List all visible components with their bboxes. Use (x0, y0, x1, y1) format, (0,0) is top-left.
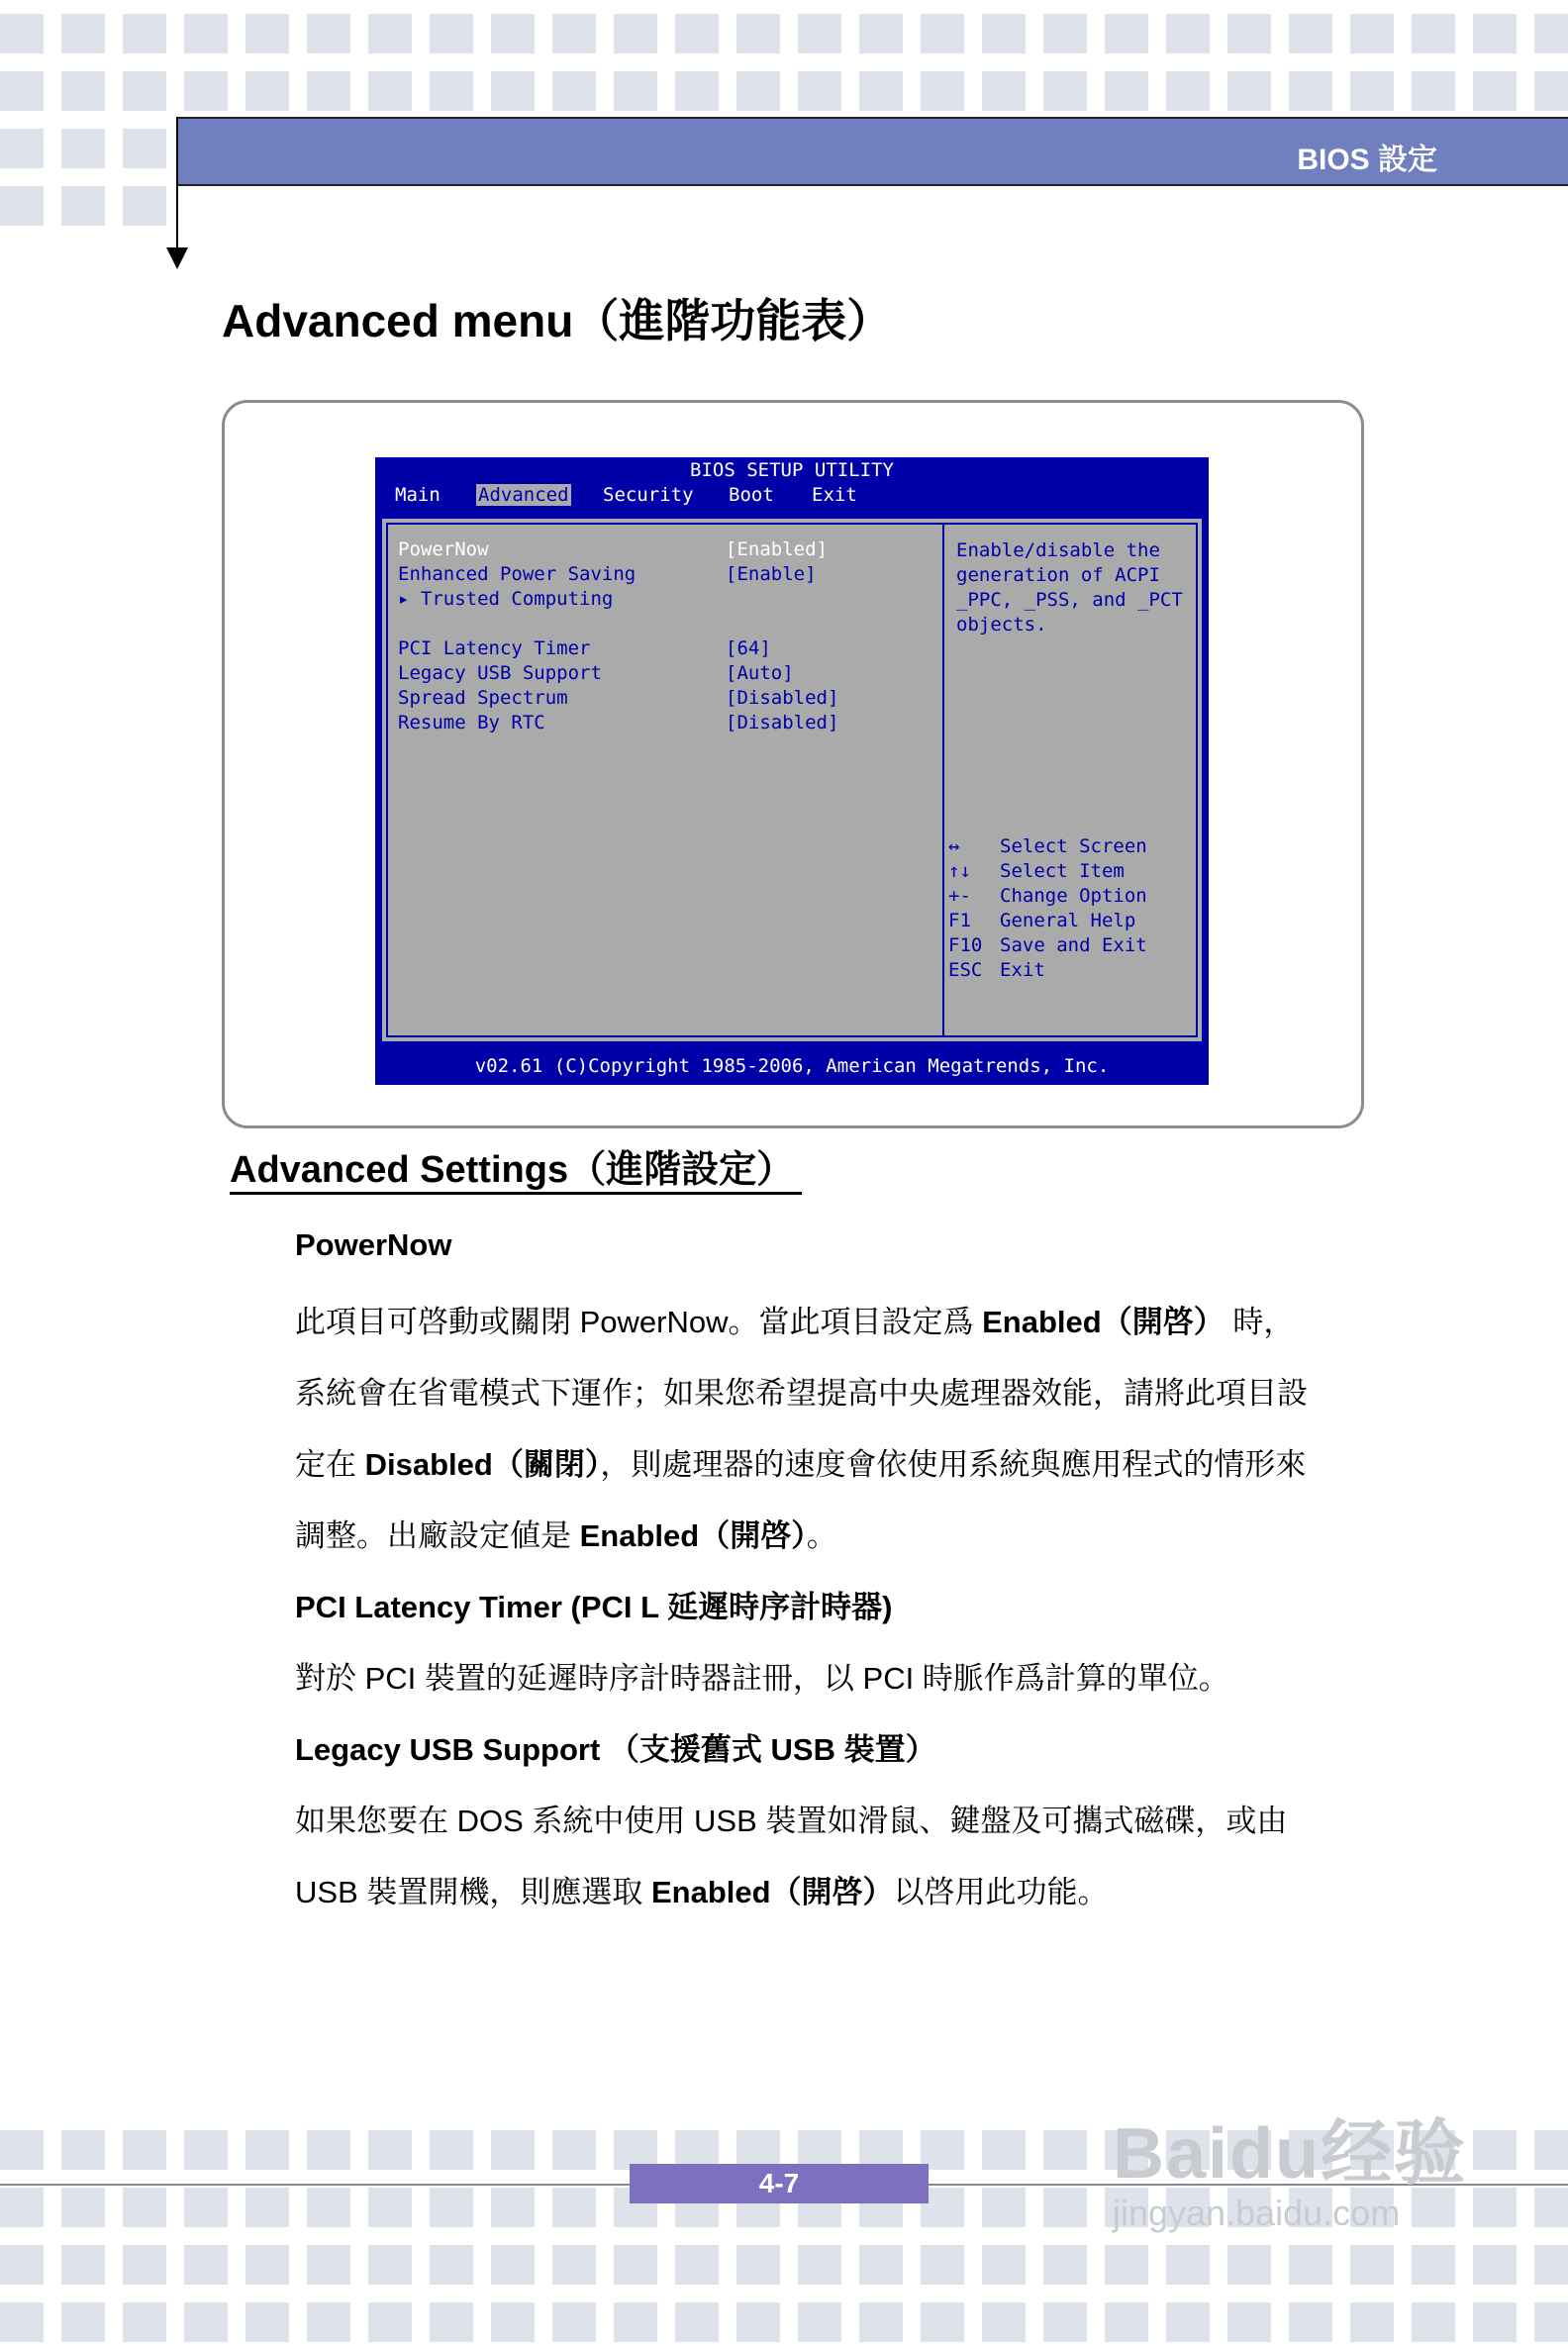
header-bar (176, 117, 1568, 186)
watermark-url: jingyan.baidu.com (1113, 2193, 1401, 2233)
heading-legacy-usb-support: Legacy USB Support （支援舊式 USB 裝置） (295, 1732, 936, 1767)
bios-item-trusted-computing[interactable]: ▸ Trusted Computing (398, 588, 614, 610)
bios-item-resume-by-rtc[interactable]: Resume By RTC (398, 712, 545, 733)
bios-key-desc: Change Option (1000, 885, 1147, 907)
heading-pci-latency-timer: PCI Latency Timer (PCI L 延遲時序計時器) (295, 1590, 893, 1624)
bios-key-desc: Select Item (1000, 860, 1125, 882)
pci-latency-line: 對於 PCI 裝置的延遲時序計時器註冊，以 PCI 時脈作爲計算的單位。 (295, 1661, 1229, 1696)
bios-key-desc: Save and Exit (1000, 934, 1147, 956)
bios-item-legacy-usb-support[interactable]: Legacy USB Support (398, 662, 602, 684)
bios-value-powernow[interactable]: [Enabled] (726, 538, 828, 560)
bios-key: F1 (948, 910, 971, 931)
watermark-logo: Baidu经验 (1113, 2114, 1468, 2194)
bios-tab-exit[interactable]: Exit (812, 484, 857, 506)
bios-help-line: _PPC, _PSS, and _PCT (956, 589, 1183, 611)
bios-value-pci-latency-timer[interactable]: [64] (726, 637, 771, 659)
bios-value-enhanced-power-saving[interactable]: [Enable] (726, 563, 817, 585)
bios-title: BIOS SETUP UTILITY (690, 459, 894, 481)
bios-value-spread-spectrum[interactable]: [Disabled] (726, 687, 839, 709)
bios-item-powernow[interactable]: PowerNow (398, 538, 489, 560)
bios-key: +- (948, 885, 971, 907)
bios-key: F10 (948, 934, 983, 956)
bios-key-desc: General Help (1000, 910, 1136, 931)
bios-help-line: objects. (956, 614, 1047, 635)
bios-help-line: Enable/disable the (956, 539, 1160, 561)
arrow-line (176, 117, 178, 249)
legacy-usb-line: 如果您要在 DOS 系統中使用 USB 裝置如滑鼠、鍵盤及可攜式磁碟，或由 (295, 1804, 1288, 1838)
bios-tab-advanced[interactable]: Advanced (478, 484, 569, 506)
powernow-line: 系統會在省電模式下運作；如果您希望提高中央處理器效能，請將此項目設 (295, 1376, 1308, 1411)
bios-help-line: generation of ACPI (956, 564, 1160, 586)
section-title: Advanced Settings（進階設定） (230, 1148, 802, 1195)
bios-key-desc: Select Screen (1000, 835, 1147, 857)
bios-divider (942, 523, 944, 1037)
bios-tab-security[interactable]: Security (603, 484, 694, 506)
page-number: 4-7 (630, 2164, 929, 2203)
bios-item-spread-spectrum[interactable]: Spread Spectrum (398, 687, 568, 709)
powernow-line: 調整。出廠設定値是 Enabled（開啓）。 (295, 1518, 837, 1553)
bios-footer: v02.61 (C)Copyright 1985-2006, American Megatrends, Inc. (474, 1055, 1110, 1077)
bios-key-desc: Exit (1000, 959, 1045, 981)
page-title: Advanced menu（進階功能表） (222, 295, 893, 346)
powernow-line: 此項目可啓動或關閉 PowerNow。當此項目設定爲 Enabled（開啓） 時， (295, 1305, 1295, 1339)
watermark (1113, 2114, 1467, 2233)
bios-value-legacy-usb-support[interactable]: [Auto] (726, 662, 794, 684)
bios-item-enhanced-power-saving[interactable]: Enhanced Power Saving (398, 563, 637, 585)
bios-key: ESC (948, 959, 983, 981)
legacy-usb-line: USB 裝置開機，則應選取 Enabled（開啓）以啓用此功能。 (295, 1875, 1109, 1909)
bios-tab-boot[interactable]: Boot (729, 484, 774, 506)
bios-key: ↑↓ (948, 860, 971, 882)
bios-tab-main[interactable]: Main (395, 484, 441, 506)
powernow-line: 定在 Disabled（關閉），則處理器的速度會依使用系統與應用程式的情形來 (295, 1447, 1307, 1482)
heading-powernow: PowerNow (295, 1227, 452, 1262)
header-title: BIOS 設定 (1297, 144, 1437, 176)
bios-body (379, 516, 1205, 1044)
bios-value-resume-by-rtc[interactable]: [Disabled] (726, 712, 839, 733)
arrow-down-icon (166, 247, 188, 269)
bios-screenshot (375, 457, 1209, 1085)
bios-key: ↔ (948, 835, 960, 857)
bios-item-pci-latency-timer[interactable]: PCI Latency Timer (398, 637, 591, 659)
